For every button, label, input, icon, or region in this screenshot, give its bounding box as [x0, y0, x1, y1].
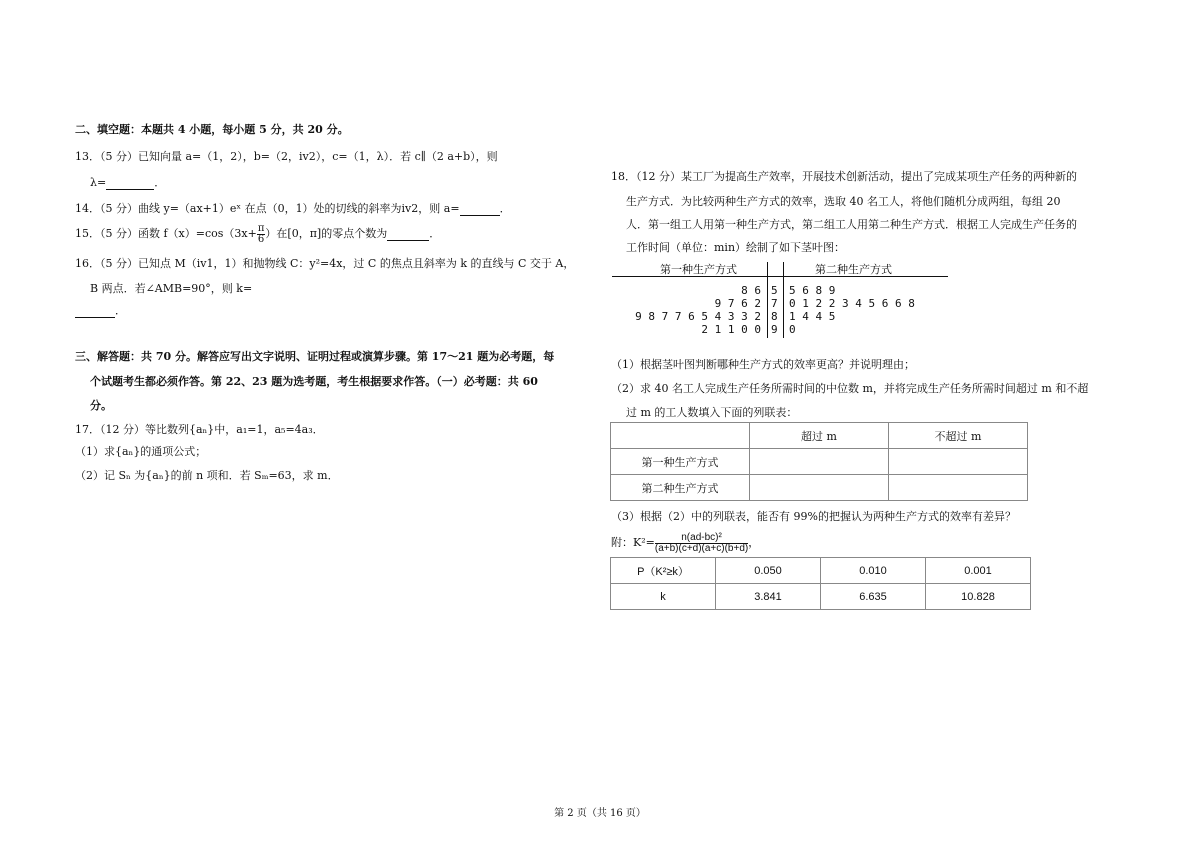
answer-blank — [106, 176, 154, 190]
table-cell: 3.841 — [716, 584, 821, 610]
table-row — [611, 423, 1028, 449]
table-row — [611, 475, 1028, 501]
question-16-line1: 16．（5 分）已知点 M（ⅳ1，1）和抛物线 C：y²=4x，过 C 的焦点且斜率为 k 的直线与 C 交于 A， — [75, 257, 575, 270]
stem-row-2-stem: 7 — [771, 297, 778, 310]
answer-blank — [460, 202, 500, 216]
question-15: 15．（5 分）函数 f（x）=cos（3x+ $\frac{\pi}{6}$ ）在[0，π]的零点个数为 ． — [75, 222, 441, 245]
question-13: 13．（5 分）已知向量 a=（1，2），b=（2，ⅳ2），c=（1，λ）．若 c∥（2 a+b），则 — [75, 150, 498, 163]
question-14: 14．（5 分）曲线 y=（ax+1）eˣ 在点（0，1）处的切线的斜率为ⅳ2，则 a= ． — [75, 202, 511, 215]
stem-row-4-stem: 9 — [771, 323, 778, 336]
answer-prefix: λ= — [90, 176, 107, 189]
fraction-denominator: 6 — [257, 233, 265, 245]
question-17-part1: （1）求{aₙ}的通项公式； — [75, 445, 207, 458]
appendix-formula — [611, 528, 759, 558]
stem-header-right: 第二种生产方式 — [815, 263, 892, 276]
question-16-answer: ． — [75, 302, 126, 318]
section3-line3: 分。 — [90, 399, 112, 412]
answer-blank — [75, 304, 115, 318]
question-18-part1: （1）根据茎叶图判断哪种生产方式的效率更高？并说明理由； — [611, 358, 915, 371]
question-17-part2: （2）记 Sₙ 为{aₙ}的前 n 项和．若 Sₘ=63，求 m． — [75, 469, 339, 482]
stem-row-4-left-leaves: 2 1 1 0 0 — [701, 323, 761, 336]
question-18-part2-line2: 过 m 的工人数填入下面的列联表： — [626, 406, 798, 419]
question-18-part3: （3）根据（2）中的列联表，能否有 99%的把握认为两种生产方式的效率有差异？ — [611, 510, 1016, 523]
question-17: 17．（12 分）等比数列{aₙ}中，a₁=1，a₅=4a₃． — [75, 423, 324, 436]
stem-divider-left — [767, 262, 768, 338]
k-squared-fraction — [655, 533, 748, 554]
table-header-over-m: 超过 m — [750, 423, 889, 449]
contingency-table — [610, 422, 1028, 501]
table-cell: 0.010 — [821, 558, 926, 584]
question-15-suffix: ）在[0，π]的零点个数为 — [265, 227, 388, 240]
page-footer: 第 2 页（共 16 页） — [554, 808, 646, 819]
table-cell: 0.050 — [716, 558, 821, 584]
question-16-line2: B 两点．若∠AMB=90°，则 k= — [90, 282, 253, 295]
table-cell — [750, 475, 889, 501]
question-18-line4: 工作时间（单位：min）绘制了如下茎叶图： — [626, 241, 846, 254]
table-row — [611, 449, 1028, 475]
question-13-answer: λ= ． — [90, 176, 166, 189]
fraction-denominator: (a+b)(c+d)(a+c)(b+d) — [654, 542, 749, 554]
critical-value-table — [610, 557, 1031, 610]
table-row-label-method1: 第一种生产方式 — [611, 449, 750, 475]
question-18-part2-line1: （2）求 40 名工人完成生产任务所需时间的中位数 m，并将完成生产任务所需时间超过 m 和不超 — [611, 382, 1089, 395]
question-15-prefix: 15．（5 分）函数 f（x）=cos（3x+ — [75, 227, 257, 240]
table-row — [611, 584, 1031, 610]
table-cell — [889, 475, 1028, 501]
stem-row-2-right-leaves: 0 1 2 2 3 4 5 6 6 8 — [789, 297, 915, 310]
section3-line1: 三、解答题：共 70 分。解答应写出文字说明、证明过程或演算步骤。第 17～21 题为必考题，每 — [75, 350, 555, 363]
question-18-line1: 18．（12 分）某工厂为提高生产效率，开展技术创新活动，提出了完成某项生产任务的两种新的 — [611, 170, 1077, 183]
fraction-numerator: π — [257, 222, 265, 234]
stem-header-rule — [612, 276, 948, 277]
table-cell: 10.828 — [926, 584, 1031, 610]
table-header-not-over-m: 不超过 m — [889, 423, 1028, 449]
question-14-text: 14．（5 分）曲线 y=（ax+1）eˣ 在点（0，1）处的切线的斜率为ⅳ2，则 a= — [75, 202, 460, 215]
section3-line2: 个试题考生都必须作答。第 22、23 题为选考题，考生根据要求作答。（一）必考题：共 60 — [90, 375, 538, 388]
table-cell — [611, 423, 750, 449]
stem-row-4-right-leaves: 0 — [789, 323, 796, 336]
stem-row-3-stem: 8 — [771, 310, 778, 323]
formula-suffix: ， — [748, 536, 760, 549]
stem-row-1-right-leaves: 5 6 8 9 — [789, 284, 836, 297]
stem-row-1-left-leaves: 8 6 — [741, 284, 761, 297]
section2-title: 二、填空题：本题共 4 小题，每小题 5 分，共 20 分。 — [75, 123, 349, 136]
stem-header-left: 第一种生产方式 — [660, 263, 737, 276]
stem-row-1-stem: 5 — [771, 284, 778, 297]
stem-divider-right — [783, 262, 784, 338]
fraction-numerator: n(ad-bc)² — [655, 533, 748, 544]
stem-row-3-left-leaves: 9 8 7 7 6 5 4 3 3 2 — [635, 310, 761, 323]
table-cell — [889, 449, 1028, 475]
table-row-label-method2: 第二种生产方式 — [611, 475, 750, 501]
table-row-label-probability: P（K²≥k） — [611, 558, 716, 584]
answer-blank — [387, 228, 429, 241]
appendix-prefix: 附：K²= — [611, 536, 655, 549]
table-cell — [750, 449, 889, 475]
stem-row-2-left-leaves: 9 7 6 2 — [714, 297, 761, 310]
stem-row-3-right-leaves: 1 4 4 5 — [789, 310, 836, 323]
table-cell: 6.635 — [821, 584, 926, 610]
question-18-line3: 人．第一组工人用第一种生产方式，第二组工人用第二种生产方式．根据工人完成生产任务的 — [626, 218, 1077, 231]
table-row — [611, 558, 1031, 584]
table-cell: 0.001 — [926, 558, 1031, 584]
question-18-line2: 生产方式．为比较两种生产方式的效率，选取 40 名工人，将他们随机分成两组，每组 20 — [626, 195, 1061, 208]
table-row-label-k: k — [611, 584, 716, 610]
